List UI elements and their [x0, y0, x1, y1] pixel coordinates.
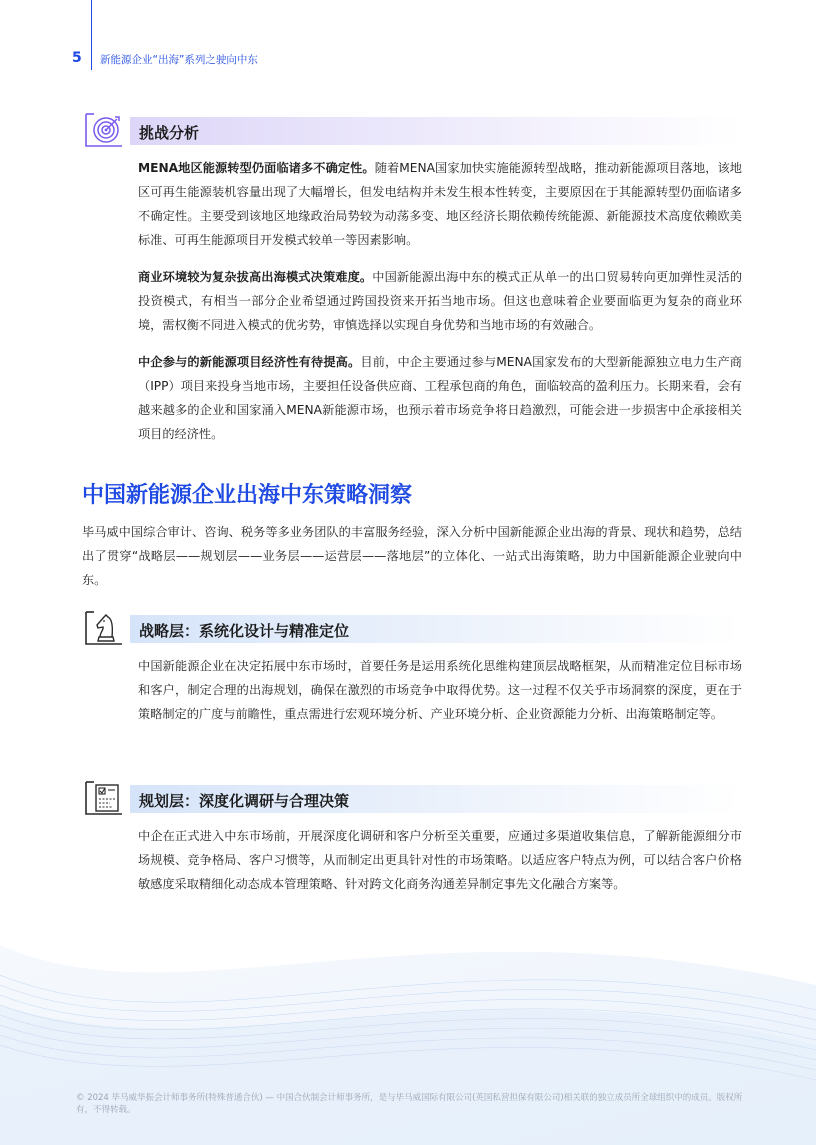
paragraph-lead: 中企参与的新能源项目经济性有待提高。 [138, 355, 361, 369]
chess-knight-icon [82, 608, 129, 648]
section-title: 挑战分析 [139, 124, 200, 142]
header-divider [91, 0, 92, 70]
challenge-section-header [82, 110, 742, 150]
paragraph-body: 随着MENA国家加快实施能源转型战略，推动新能源项目落地，该地区可再生能源装机容量出现了大幅增长，但发电结构并未发生根本性转变，主要原因在于其能源转型仍面临诸多不确定性。主要受到该地区地缘政治局势较为动荡多变、地区经济长期依赖传统能源、新能源技术高度依赖欧美标准、可再生能源项目开发模式较单一等因素影响。 [138, 161, 742, 247]
challenge-paragraph-3 [138, 350, 742, 446]
paragraph-lead: 商业环境较为复杂拔高出海模式决策难度。 [138, 270, 373, 284]
running-header-title: 新能源企业“出海”系列之驶向中东 [100, 54, 258, 66]
challenge-paragraph-1 [138, 156, 742, 252]
paragraph-body: 目前，中企主要通过参与MENA国家发布的大型新能源独立电力生产商（IPP）项目来投身当地市场，主要担任设备供应商、工程承包商的角色，面临较高的盈利压力。长期来看，会有越来越多的企业和国家涌入MENA新能源市场，也预示着市场竞争将日趋激烈，可能会进一步损害中企承接相关项目的经济性。 [138, 355, 742, 441]
research-board-icon [82, 778, 129, 818]
section-title-bar [130, 117, 742, 145]
copyright-footer: © 2024 毕马威华振会计师事务所(特殊普通合伙) — 中国合伙制会计师事务所，是与毕马威国际有限公司(英国私营担保有限公司)相关联的独立成员所全球组织中的成员。版权所有，不得转载。 [76, 1093, 743, 1115]
planning-layer-paragraph: 中企在正式进入中东市场前，开展深度化调研和客户分析至关重要，应通过多渠道收集信息，了解新能源细分市场规模、竞争格局、客户习惯等，从而制定出更具针对性的市场策略。以适应客户特点为例，可以结合客户价格敏感度采取精细化动态成本管理策略、针对跨文化商务沟通差异制定事先文化融合方案等。 [138, 829, 742, 891]
challenge-paragraph-2 [138, 265, 742, 337]
page-number: 5 [72, 50, 82, 66]
strategy-layer-paragraph: 中国新能源企业在决定拓展中东市场时，首要任务是运用系统化思维构建顶层战略框架，从而精准定位目标市场和客户，制定合理的出海规划，确保在激烈的市场竞争中取得优势。这一过程不仅关乎市场洞察的深度，更在于策略制定的广度与前瞻性，重点需进行宏观环境分析、产业环境分析、企业资源能力分析、出海策略制定等。 [138, 659, 742, 721]
planning-layer-header [82, 778, 742, 818]
strategy-layer-header [82, 608, 742, 648]
target-icon [82, 110, 129, 150]
paragraph-body: 中国新能源出海中东的模式正从单一的出口贸易转向更加弹性灵活的投资模式，有相当一部分企业希望通过跨国投资来开拓当地市场。但这也意味着企业要面临更为复杂的商业环境，需权衡不同进入模式的优劣势，审慎选择以实现自身优势和当地市场的有效融合。 [138, 270, 743, 332]
section-title: 战略层：系统化设计与精准定位 [139, 622, 350, 640]
strategy-heading: 中国新能源企业出海中东策略洞察 [82, 483, 413, 508]
paragraph-lead: MENA地区能源转型仍面临诸多不确定性。 [138, 161, 375, 175]
strategy-intro: 毕马威中国综合审计、咨询、税务等多业务团队的丰富服务经验，深入分析中国新能源企业出海的背景、现状和趋势，总结出了贯穿“战略层——规划层——业务层——运营层——落地层”的立体化、一站式出海策略，助力中国新能源企业驶向中东。 [82, 525, 742, 587]
section-title: 规划层：深度化调研与合理决策 [139, 792, 350, 810]
